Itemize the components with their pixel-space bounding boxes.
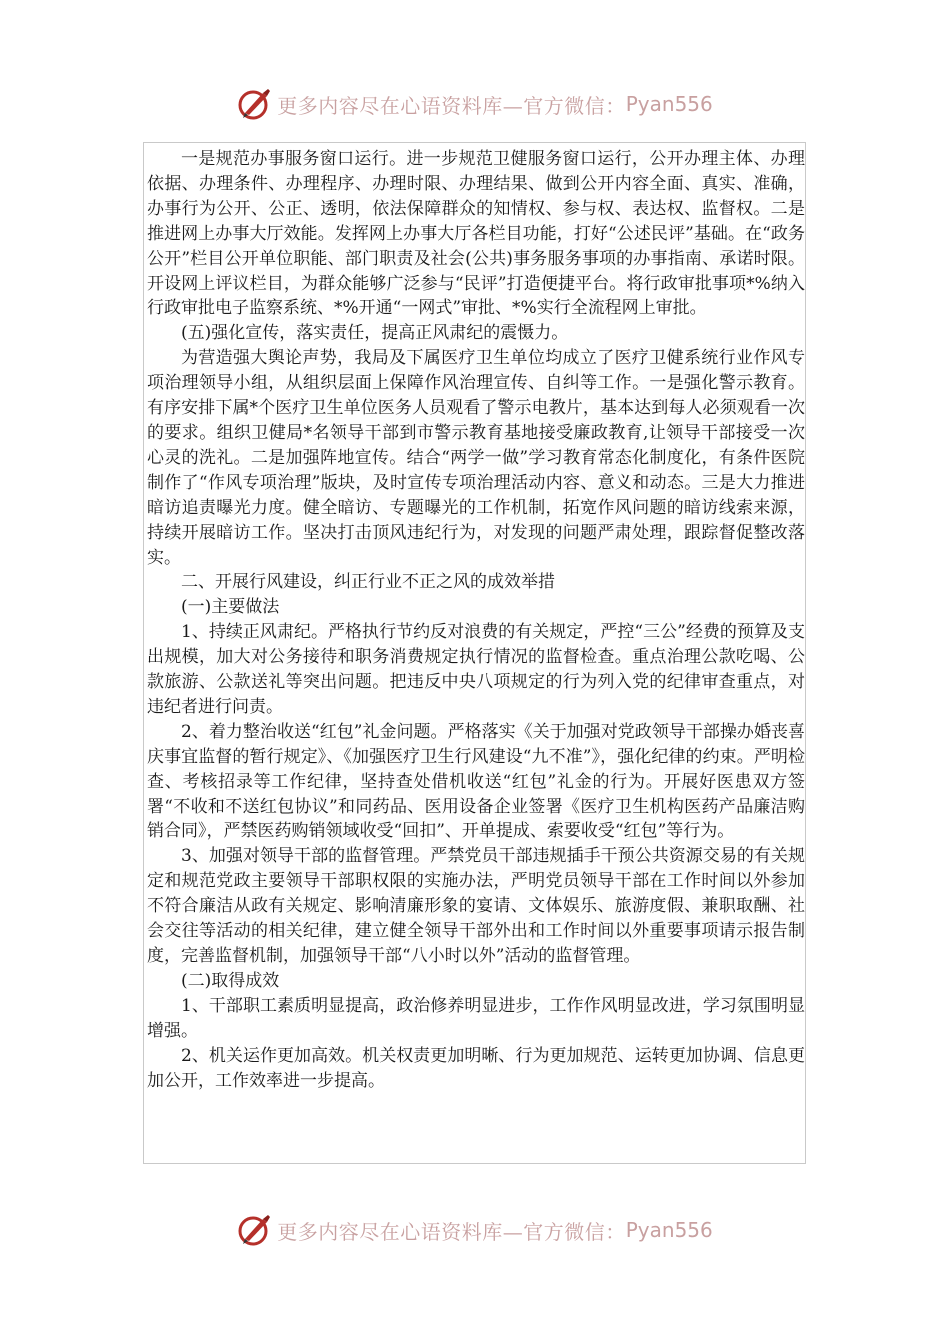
subsection-heading: (一)主要做法 xyxy=(181,597,280,618)
paragraph: 3、加强对领导干部的监督管理。严禁党员干部违规插手干预公共资源交易的有关规定和规范党政主要领导干部职权限的实施办法，严明党员领导干部在工作时间以外参加不符合廉洁从政有关规定、影响清廉形象的宴请、文体娱乐、旅游度假、兼职取酬、社会交往等活动的相关纪律，建立健全领导干部外出和工作时间以外重要事项请示报告制度，完善监督机制，加强领导干部“八小时以外”活动的监督管理。 xyxy=(147,846,805,966)
banner-wechat-id: Pyan556 xyxy=(625,92,713,116)
paragraph: 1、干部职工素质明显提高，政治修养明显进步，工作作风明显改进，学习氛围明显增强。 xyxy=(147,995,805,1041)
section-heading: (五)强化宣传，落实责任，提高正风肃纪的震慑力。 xyxy=(181,323,569,344)
banner-text: 更多内容尽在心语资料库—官方微信： xyxy=(277,93,626,118)
document-body xyxy=(143,142,806,1164)
subsection-heading: (二)取得成效 xyxy=(181,970,280,991)
banner-text: 更多内容尽在心语资料库—官方微信： xyxy=(277,1219,626,1244)
paragraph: 为营造强大舆论声势，我局及下属医疗卫生单位均成立了医疗卫健系统行业作风专项治理领导小组，从组织层面上保障作风治理宣传、自纠等工作。一是强化警示教育。有序安排下属*个医疗卫生单位医务人员观看了警示电教片，基本达到每人必须观看一次的要求。组织卫健局*名领导干部到市警示教育基地接受廉政教育,让领导干部接受一次心灵的洗礼。二是加强阵地宣传。结合“两学一做”学习教育常态化制度化，有条件医院制作了“作风专项治理”版块，及时宣传专项治理活动内容、意义和动态。三是大力推进暗访追责曝光力度。健全暗访、专题曝光的工作机制，拓宽作风问题的暗访线索来源，持续开展暗访工作。坚决打击顶风违纪行为，对发现的问题严肃处理，跟踪督促整改落实。 xyxy=(147,348,805,568)
pen-logo-icon xyxy=(237,86,273,122)
paragraph: 2、机关运作更加高效。机关权责更加明晰、行为更加规范、运转更加协调、信息更加公开，工作效率进一步提高。 xyxy=(147,1045,805,1091)
footer-watermark-banner xyxy=(0,1208,950,1252)
paragraph: 1、持续正风肃纪。严格执行节约反对浪费的有关规定，严控“三公”经费的预算及支出规模，加大对公务接待和职务消费规定执行情况的监督检查。重点治理公款吃喝、公款旅游、公款送礼等突出问题。把违反中央八项规定的行为列入党的纪律审查重点，对违纪者进行问责。 xyxy=(147,622,805,717)
banner-wechat-id: Pyan556 xyxy=(625,1218,713,1242)
header-watermark-banner xyxy=(0,82,950,126)
pen-logo-icon xyxy=(237,1212,273,1248)
section-heading: 二、开展行风建设，纠正行业不正之风的成效举措 xyxy=(181,572,555,593)
paragraph: 一是规范办事服务窗口运行。进一步规范卫健服务窗口运行，公开办理主体、办理依据、办理条件、办理程序、办理时限、办理结果、做到公开内容全面、真实、准确，办事行为公开、公正、透明，依法保障群众的知情权、参与权、表达权、监督权。二是推进网上办事大厅效能。发挥网上办事大厅各栏目功能，打好“公述民评”基础。在“政务公开”栏目公开单位职能、部门职责及社会(公共)事务服务事项的办事指南、承诺时限。开设网上评议栏目，为群众能够广泛参与“民评”打造便捷平台。将行政审批事项*%纳入行政审批电子监察系统、*%开通“一网式”审批、*%实行全流程网上审批。 xyxy=(147,149,805,319)
paragraph: 2、着力整治收送“红包”礼金问题。严格落实《关于加强对党政领导干部操办婚丧喜庆事宜监督的暂行规定》、《加强医疗卫生行风建设“九不准”》，强化纪律的约束。严明检查、考核招录等工作纪律，坚持查处借机收送“红包”礼金的行为。开展好医患双方签署“不收和不送红包协议”和同药品、医用设备企业签署《医疗卫生机构医药产品廉洁购销合同》，严禁医药购销领域收受“回扣”、开单提成、索要收受“红包”等行为。 xyxy=(147,721,805,842)
